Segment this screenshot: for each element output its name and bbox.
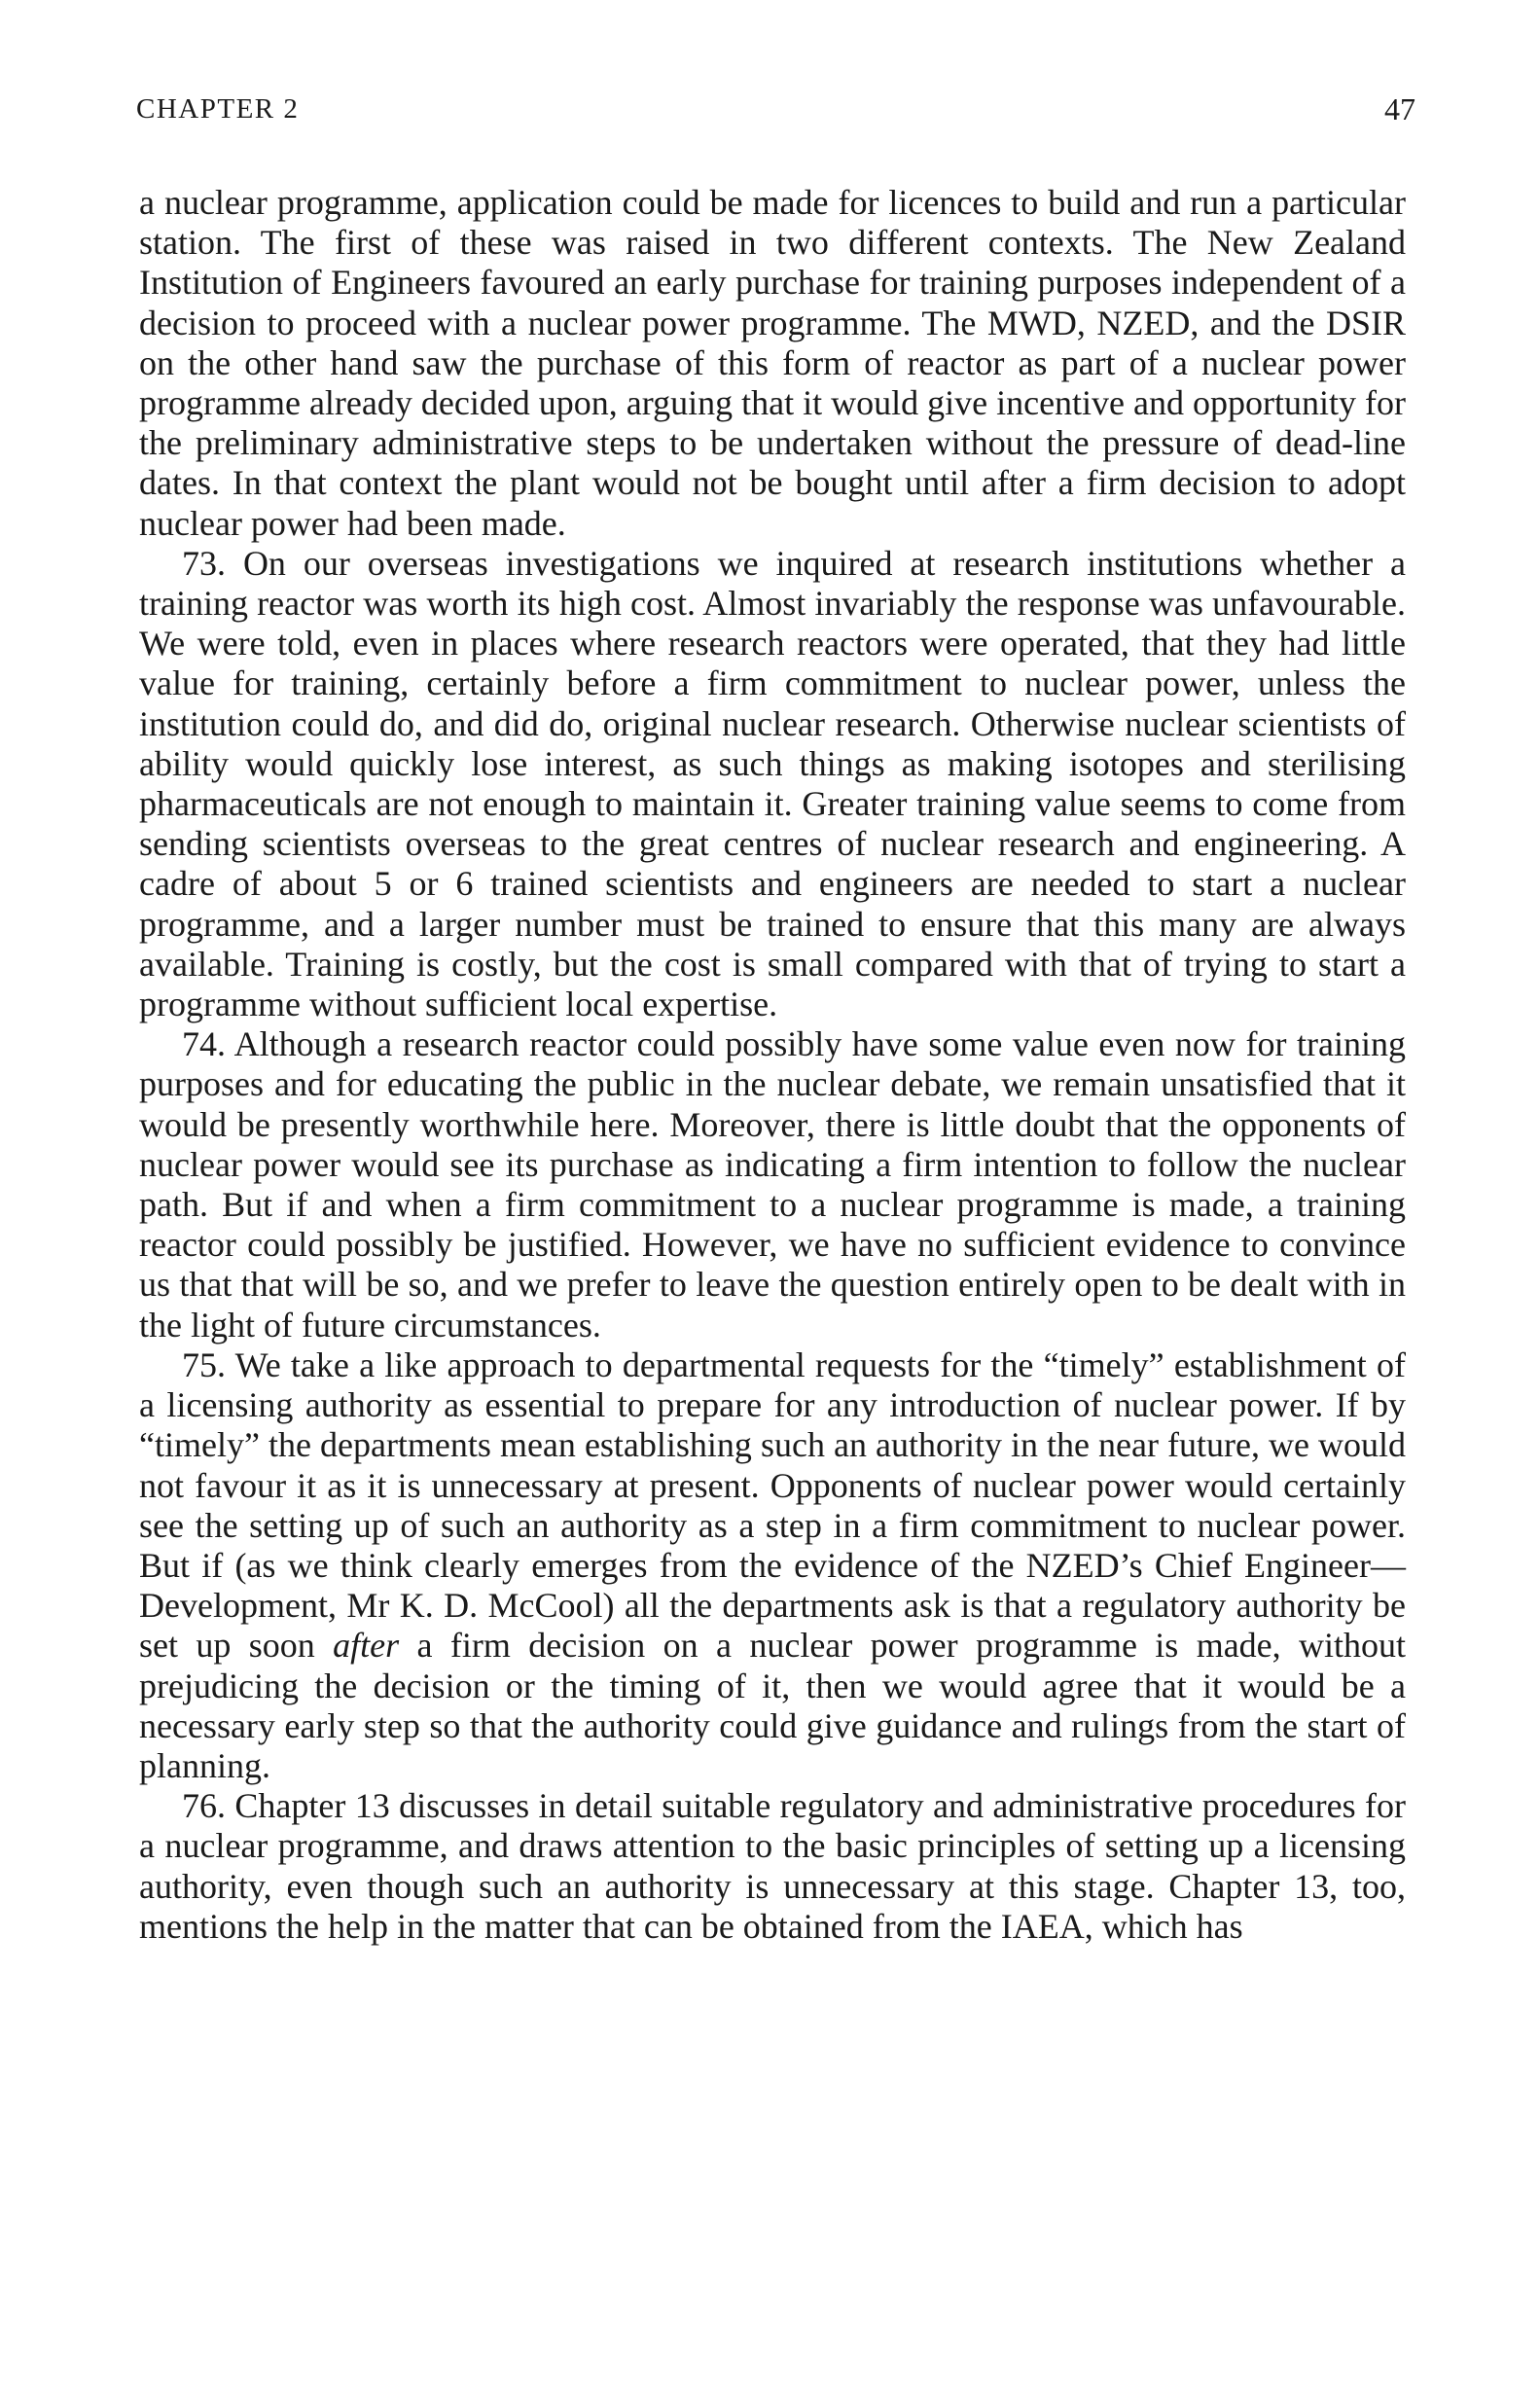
paragraph-number: 73. <box>182 543 226 583</box>
body-text <box>139 183 1406 1947</box>
chapter-label: CHAPTER 2 <box>136 93 300 125</box>
paragraph-text-continued: a firm decision on a nuclear power programme is made, without prejudicing the decision or the timing of it, then we would agree that it would be a necessary early step so that the authority could give guidance and rulings from the start of planning. <box>139 1626 1407 1785</box>
paragraph-76 <box>139 1786 1406 1947</box>
paragraph-text: Chapter 13 discusses in detail suitable regulatory and administrative procedures for a nuclear programme, and draws attention to the basic principles of setting up a licensing authority, even though such an authority is unnecessary at this stage. Chapter 13, too, mentions the help in the matter that can be obtained from the IAEA, which has <box>139 1786 1407 1946</box>
paragraph-text: We take a like approach to departmental requests for the “timely” establishment of a licensing authority as essential to prepare for any introduction of nuclear power. If by “timely” the departments mean establishing such an authority in the near future, we would not favour it as it is unnecessary at present. Opponents of nuclear power would certainly see the setting up of such an authority as a step in a firm commitment to nuclear power. But if (as we think clearly emerges from the evidence of the NZED’s Chief Engineer—Development, Mr K. D. McCool) all the departments ask is that a regulatory authority be set up soon <box>139 1344 1406 1666</box>
paragraph-continued <box>139 183 1406 544</box>
running-head <box>136 93 1415 132</box>
paragraph-75 <box>139 1345 1406 1786</box>
paragraph-text: On our overseas investigations we inquired at research institutions whether a training reactor was worth its high cost. Almost invariably the response was unfavourable. We were told, even in places where research reactors were operated, that they had little value for training, certainly before a firm commitment to nuclear power, unless the institution could do, and did do, original nuclear research. Otherwise nuclear scientists of ability would quickly lose interest, as such things as making isotopes and sterilising pharmaceuticals are not enough to maintain it. Greater training value seems to come from sending scientists overseas to the great centres of nuclear research and engineering. A cadre of about 5 or 6 trained scientists and engineers are needed to start a nuclear programme, and a larger number must be trained to ensure that this many are always available. Training is costly, but the cost is small compared with that of trying to start a programme without sufficient local expertise. <box>139 543 1406 1024</box>
paragraph-number: 76. <box>182 1786 226 1826</box>
paragraph-text: a nuclear programme, application could be made for licences to build and run a particular station. The first of these was raised in two different contexts. The New Zealand Institution of Engineers favoured an early purchase for training purposes independent of a decision to proceed with a nuclear power programme. The MWD, NZED, and the DSIR on the other hand saw the purchase of this form of reactor as part of a nuclear power programme already decided upon, arguing that it would give incentive and opportunity for the preliminary administrative steps to be undertaken without the pressure of dead-line dates. In that context the plant would not be bought until after a firm decision to adopt nuclear power had been made. <box>139 183 1406 543</box>
page-number: 47 <box>1384 91 1415 126</box>
paragraph-73 <box>139 544 1406 1024</box>
paragraph-text: Although a research reactor could possibly have some value even now for training purposes and for educating the public in the nuclear debate, we remain unsatisfied that it would be presently worthwhile here. Moreover, there is little doubt that the opponents of nuclear power would see its purchase as indicating a firm intention to follow the nuclear path. But if and when a firm commitment to a nuclear programme is made, a training reactor could possibly be justified. However, we have no sufficient evidence to convince us that that will be so, and we prefer to leave the question entirely open to be dealt with in the light of future circumstances. <box>139 1024 1407 1344</box>
paragraph-number: 75. <box>182 1344 226 1384</box>
paragraph-74 <box>139 1024 1406 1345</box>
emphasis-after: after <box>333 1626 400 1666</box>
paragraph-number: 74. <box>182 1024 226 1064</box>
